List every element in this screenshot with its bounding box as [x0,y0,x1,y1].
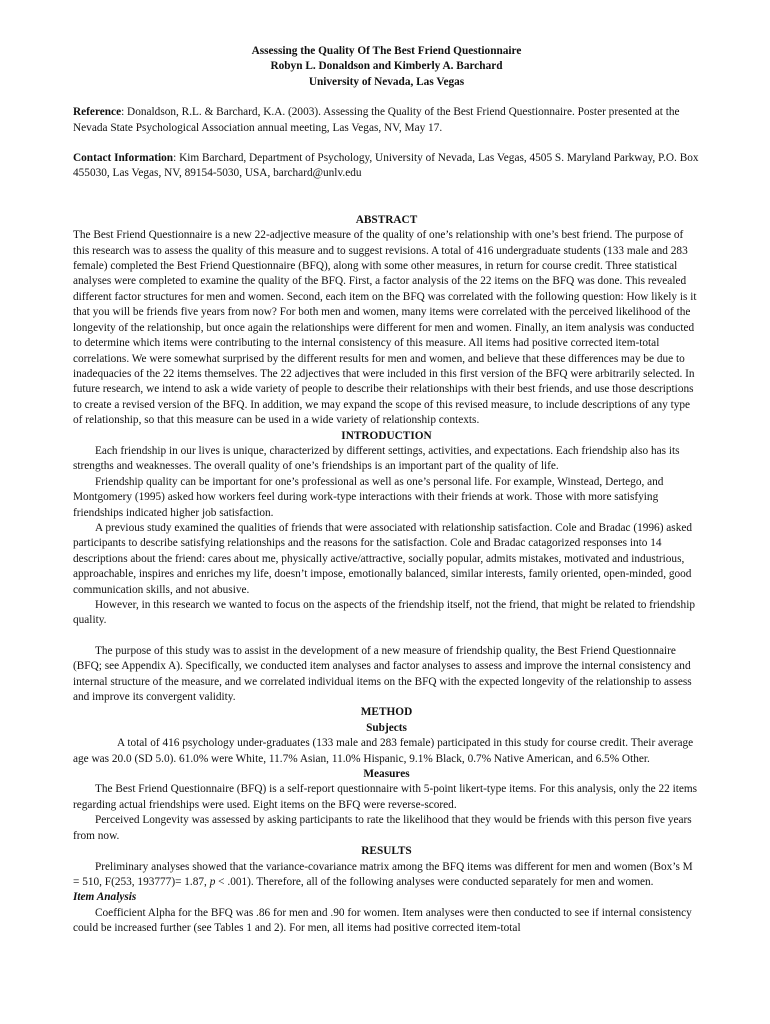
measures-heading: Measures [363,768,410,781]
subjects-paragraph: A total of 416 psychology under-graduates (133 male and 283 female) participated in this study for course credit. Their average age was 20.0 (SD 5.0). 61.0% were White, 11.7% Asian, 11.0% Hispanic, 9.1% Black, 0.7% Native American, and 6.5% Other. [73,737,694,765]
results-paragraph-1 [73,860,700,891]
introduction-heading: INTRODUCTION [341,429,432,442]
reference-paragraph [73,105,700,136]
introduction-paragraph-4: However, in this research we wanted to focus on the aspects of the friendship itself, not the friend, that might be related to friendship quality. [73,599,695,627]
reference-text: : Donaldson, R.L. & Barchard, K.A. (2003). Assessing the Quality of the Best Friend Questionnaire. Poster presented at the Nevada State Psychological Association annual meeting, Las Vegas, NV, May 17. [73,106,680,134]
method-heading: METHOD [360,706,413,719]
subjects-heading: Subjects [366,721,407,734]
results-p-symbol: p [209,875,216,888]
contact-text: : Kim Barchard, Department of Psychology, University of Nevada, Las Vegas, 4505 S. Maryland Parkway, P.O. Box 455030, Las Vegas, NV, 89154-5030, USA, barchard@unlv.edu [73,152,699,180]
results-p1-part-b: < .001). Therefore, all of the following analyses were conducted separately for men and women. [215,875,654,888]
contact-paragraph [73,151,700,182]
paper-authors: Robyn L. Donaldson and Kimberly A. Barchard [270,60,503,73]
abstract-heading: ABSTRACT [355,213,418,226]
paper-title: Assessing the Quality Of The Best Friend Questionnaire [251,45,522,57]
introduction-paragraph-5: The purpose of this study was to assist in the development of a new measure of friendship quality, the Best Friend Questionnaire (BFQ; see Appendix A). Specifically, we conducted item analyses and factor analyses to assess and improve the internal consistency and internal structure of the measure, and we correlated individual items on the BFQ with the expected longevity of the relationship to assess and improve its convergent validity. [73,644,692,704]
introduction-paragraph-3: A previous study examined the qualities of friends that were associated with relationship satisfaction. Cole and Bradac (1996) asked participants to describe satisfying relationships and the reasons for the satisfaction. Cole and Bradac catagorized responses into 14 descriptions about the friend: cares about me, physically active/attractive, socially popular, admits mistakes, motivated and industrious, approachable, inspires and enriches my life, doesn’t impose, emotionally balanced, similar interests, family oriented, open-minded, good communication skills, and not abusive. [73,521,693,596]
title-block [73,44,700,90]
results-p1-part-a: Preliminary analyses showed that the variance-covariance matrix among the BFQ items was different for men and women (Box’s M = 510, F(253, 193777)= 1.87, [73,860,693,888]
measures-paragraph-1: The Best Friend Questionnaire (BFQ) is a self-report questionnaire with 5-point likert-type items. For this analysis, only the 22 items regarding actual friendships were used. Eight items on the BFQ were reverse-scored. [73,783,698,811]
item-analysis-heading: Item Analysis [73,891,137,904]
introduction-paragraph-2: Friendship quality can be important for one’s professional as well as one’s personal life. For example, Winstead, Dertego, and Montgomery (1995) asked how workers feel during work-type interactions with their friends at work. Those with more satisfying friendships indicated higher job satisfaction. [73,475,664,519]
measures-paragraph-2: Perceived Longevity was assessed by asking participants to rate the likelihood that they would be friends with this person five years from now. [73,814,692,842]
contact-label: Contact Information [73,152,174,165]
item-analysis-paragraph: Coefficient Alpha for the BFQ was .86 for men and .90 for women. Item analyses were then conducted to see if internal consistency could be increased further (see Tables 1 and 2). For men, all items had positive corrected item-total [73,906,692,935]
paper-affiliation: University of Nevada, Las Vegas [308,75,465,88]
introduction-paragraph-1: Each friendship in our lives is unique, characterized by different settings, activities, and expectations. Each friendship also has its strengths and weaknesses. The overall quality of one’s friendships is an important part of the quality of life. [73,444,680,473]
results-heading: RESULTS [361,845,412,858]
abstract-text: The Best Friend Questionnaire is a new 22-adjective measure of the quality of one’s relationship with one’s best friend. The purpose of this research was to assess the quality of this measure and to suggest revisions. A total of 416 undergraduate students (133 male and 283 female) completed the Best Friend Questionnaire (BFQ), along with some other measures, in return for course credit. Three statistical analyses were completed to examine the quality of the BFQ. First, a factor analysis of the 22 items on the BFQ was done. This revealed different factor structures for men and women. Second, each item on the BFQ was correlated with the following question: How likely is it that you will be friends five years from now? For both men and women, many items were correlated with the perceived likelihood of the longevity of the relationship, but once again the relationships were different for men and women. Finally, an item analysis was conducted to determine which items were contributing to the internal consistency of this measure. All items had positive corrected item-total correlations. We were somewhat surprised by the different results for men and women, and believe that these differences may be due to inadequacies of the 22 items themselves. The 22 adjectives that were included in this first version of the BFQ were arbitrarily selected. In future research, we intend to ask a wide variety of people to describe their relationships with their best friends, and use those descriptions to create a revised version of the BFQ. In addition, we may expand the scope of this revised measure, to include descriptions of any type of relationship, so that this measure can be used in a wide variety of relationship contexts. [73,229,697,427]
reference-label: Reference [73,106,122,119]
